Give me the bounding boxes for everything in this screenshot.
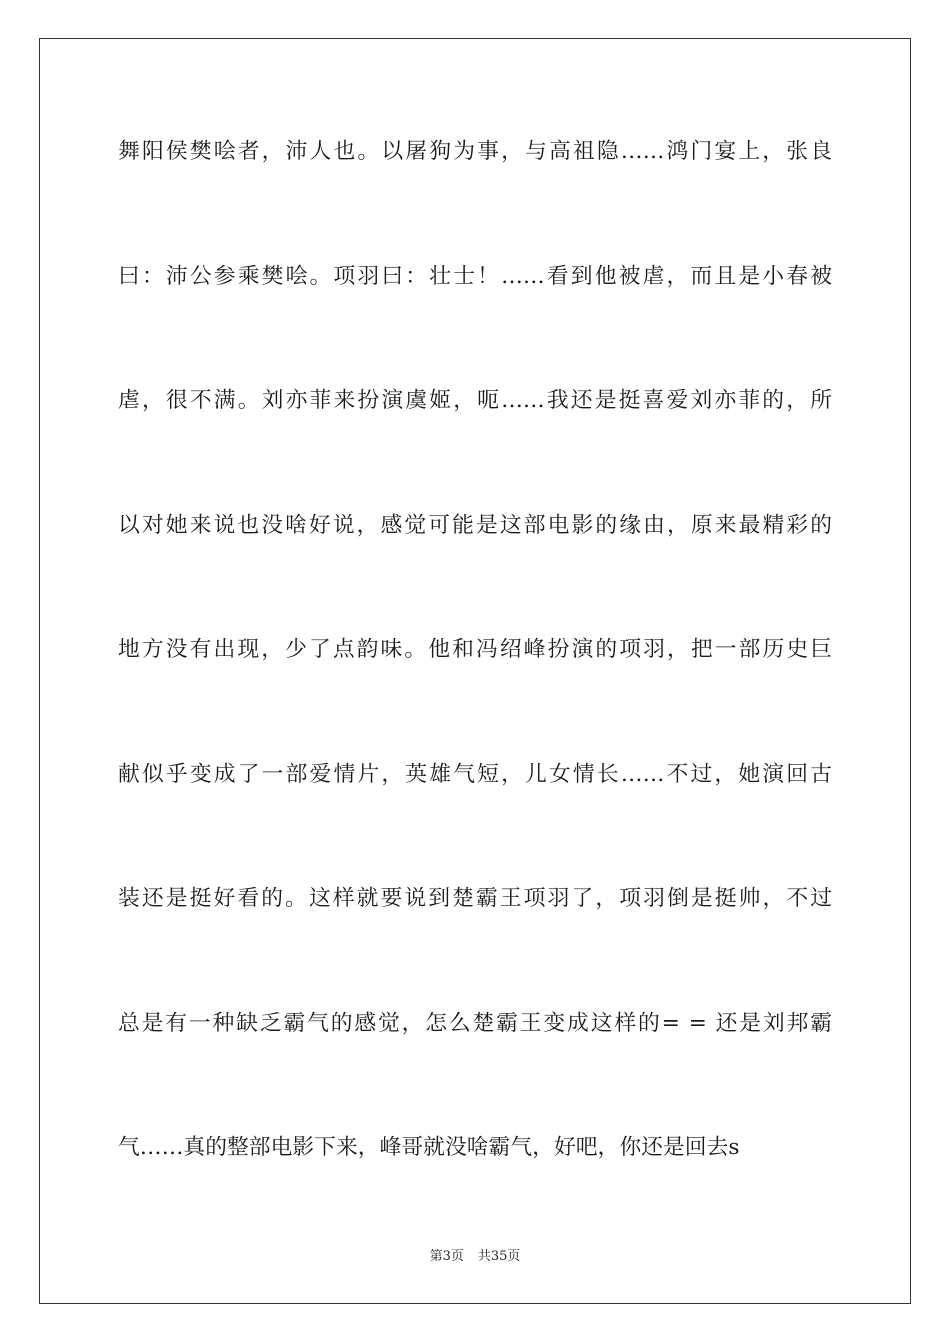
body-line-9: 气……真的整部电影下来，峰哥就没啥霸气，好吧，你还是回去s — [118, 1135, 740, 1160]
body-line-1: 舞阳侯樊哙者，沛人也。以屠狗为事，与高祖隐……鸿门宴上，张良 — [118, 139, 832, 164]
body-line-5: 地方没有出现，少了点韵味。他和冯绍峰扮演的项羽，把一部历史巨 — [118, 637, 832, 662]
body-line-8: 总是有一种缺乏霸气的感觉，怎么楚霸王变成这样的= = 还是刘邦霸 — [118, 1010, 832, 1036]
document-body — [118, 132, 832, 1253]
body-line-3: 虐，很不满。刘亦菲来扮演虞姬，呃……我还是挺喜爱刘亦菲的，所 — [118, 388, 832, 413]
page-footer — [0, 1249, 950, 1265]
body-line-7: 装还是挺好看的。这样就要说到楚霸王项羽了，项羽倒是挺帅，不过 — [118, 886, 832, 911]
body-line-4: 以对她来说也没啥好说，感觉可能是这部电影的缘由，原来最精彩的 — [118, 512, 832, 538]
page-number: 第3页 — [429, 1249, 464, 1264]
body-line-6: 献似乎变成了一部爱情片，英雄气短，儿女情长……不过，她演回古 — [118, 761, 832, 787]
body-line-2: 曰：沛公参乘樊哙。项羽曰：壮士！……看到他被虐，而且是小春被 — [118, 263, 832, 289]
page-total: 共35页 — [477, 1249, 521, 1264]
